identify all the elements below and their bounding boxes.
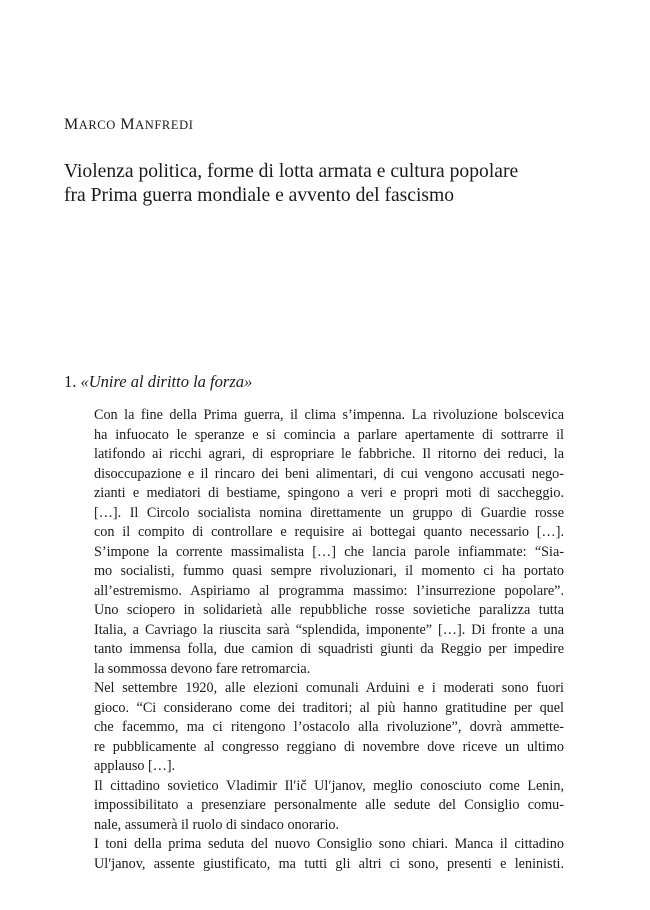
section-title: «Unire al diritto la forza»	[80, 372, 253, 391]
quote-line: Italia, a Cavriago la riuscita sarà “splendida, imponente” […]. Di fronte a una	[94, 621, 564, 638]
quote-line: mo socialisti, fummo quasi sempre rivoluzionari, il momento ci ha portato	[94, 563, 564, 579]
section-number: 1.	[64, 372, 77, 391]
quote-line: S’impone la corrente massimalista […] che lancia parole infiammate: “Sia-	[94, 543, 564, 560]
quote-line: all’estremismo. Aspiriamo al programma massimo: l’insurrezione popolare”.	[94, 582, 564, 599]
quote-line: Nel settembre 1920, alle elezioni comunali Arduini e i moderati sono fuori	[94, 680, 564, 696]
quote-line: I toni della prima seduta del nuovo Consiglio sono chiari. Manca il cittadino	[94, 836, 564, 852]
quote-line: con il compito di controllare e requisire ai bottegai quanto necessario […].	[94, 524, 564, 540]
quote-line: disoccupazione e il rincaro dei beni alimentari, di cui vengono accusati nego-	[94, 465, 564, 482]
quote-line: impossibilitato a presenziare personalmente alle sedute del Consiglio comu-	[94, 797, 564, 813]
quote-line: zianti e mediatori di bestiame, spingono a veri e propri moti di saccheggio.	[94, 485, 564, 501]
quote-line: re pubblicamente al congresso reggiano di novembre dove riceve un ultimo	[94, 738, 564, 755]
author-last-rest: ANFREDI	[135, 118, 194, 132]
paper-title-line-2: fra Prima guerra mondiale e avvento del fascismo	[64, 185, 455, 206]
author-last-initial: M	[120, 116, 136, 133]
author-name	[64, 116, 193, 134]
quote-line: Ul′janov, assente giustificato, ma tutti gli altri ci sono, presenti e leninisti.	[94, 855, 564, 872]
quote-line: nale, assumerà il ruolo di sindaco onorario.	[94, 816, 340, 833]
paper-title-line-1: Violenza politica, forme di lotta armata e cultura popolare	[64, 161, 519, 182]
quote-line: Il cittadino sovietico Vladimir Il′ič Ul′janov, meglio conosciuto come Lenin,	[94, 777, 564, 794]
section-heading	[64, 372, 252, 392]
quote-line: […]. Il Circolo socialista nomina direttamente un gruppo di Guardie rosse	[94, 504, 564, 521]
quote-line: latifondo ai ricchi agrari, di espropriare le fabbriche. Il ritorno dei reduci, la	[94, 446, 564, 462]
paper-title	[64, 160, 518, 208]
block-quote	[94, 406, 564, 874]
quote-line: ha infuocato le speranze e si comincia a parlare apertamente di sottrarre il	[94, 426, 564, 443]
author-first-rest: ARCO	[78, 118, 116, 132]
quote-line: applauso […].	[94, 758, 176, 774]
quote-line: che facemmo, ma ci ritengono l’ostacolo alla rivoluzione”, dovrà ammette-	[94, 719, 564, 735]
quote-line: tanto immensa folla, due camion di squadristi giunti da Reggio per impedire	[94, 641, 564, 657]
author-first-initial: M	[64, 116, 79, 133]
quote-line: gioco. “Ci considerano come dei traditori; al più hanno gratitudine per quel	[94, 699, 564, 716]
quote-line: Con la fine della Prima guerra, il clima s’impenna. La rivoluzione bolscevica	[94, 407, 564, 423]
quote-line: la sommossa devono fare retromarcia.	[94, 660, 311, 677]
quote-line: Uno sciopero in solidarietà alle repubbliche rosse sovietiche paralizza tutta	[94, 602, 564, 618]
